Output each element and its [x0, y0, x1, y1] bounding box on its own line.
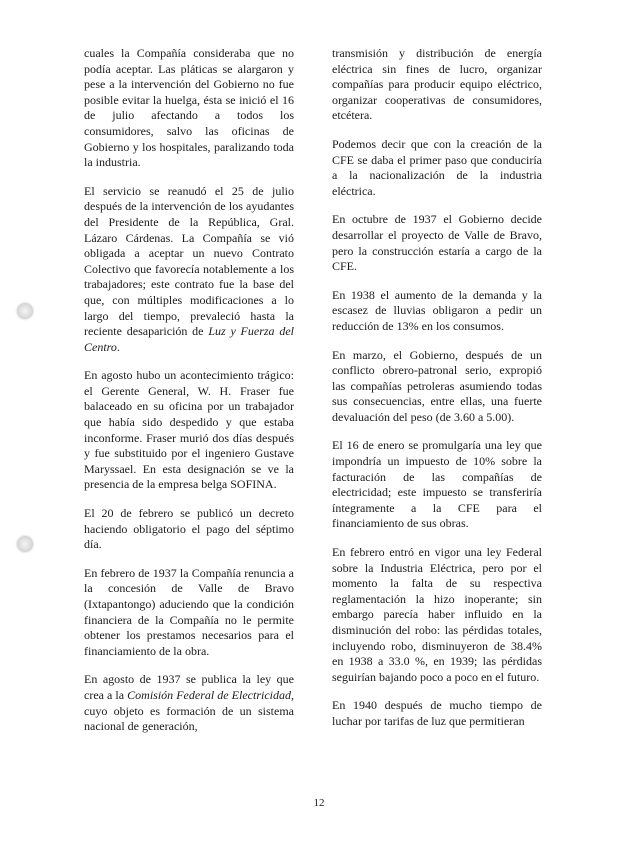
paragraph-text: El servicio se reanudó el 25 de julio después de la intervención de los ayudantes del Presidente de la República, Gral. Lázaro Cárdenas. La Compañía se vió obligada a aceptar un nuevo Contrato Colectivo que favorecía notablemente a los trabajadores; este contrato fue la base del que, con múltiples modificaciones a lo largo del tiempo, prevaleció hasta la reciente desaparición de [84, 183, 294, 339]
paragraph [84, 672, 294, 734]
punch-hole-bottom [17, 536, 33, 552]
paragraph: El 16 de enero se promulgaría una ley que impondría un impuesto de 10% sobre la facturación de las compañías de electricidad; este impuesto se transferiría íntegramente a la CFE para el financiamiento de sus obras. [332, 438, 542, 531]
right-column [332, 46, 542, 743]
punch-hole-top [17, 303, 33, 319]
left-column [84, 46, 294, 748]
paragraph: En febrero de 1937 la Compañía renuncia a la concesión de Valle de Bravo (Ixtapantongo) aduciendo que la condición financiera de la Compañía no le permite obtener los prestamos necesarios para el financiamiento de la obra. [84, 565, 294, 658]
paragraph: El 20 de febrero se publicó un decreto haciendo obligatorio el pago del séptimo día. [84, 506, 294, 552]
paragraph-text: . [116, 339, 120, 354]
paragraph: transmisión y distribución de energía eléctrica sin fines de lucro, organizar compañías para producir equipo eléctrico, organizar cooperativas de consumidores, etcétera. [332, 46, 542, 123]
paragraph: En febrero entró en vigor una ley Federal sobre la Industria Eléctrica, pero por el momento la falta de su respectiva reglamentación la hizo inoperante; sin embargo parecía haber influido en la disminución del robo: las pérdidas totales, incluyendo robo, disminuyeron de 38.4% en 1938 a 33.0 %, en 1939; las pérdidas seguirían bajando poco a poco en el futuro. [332, 545, 542, 684]
italic-title: Luz y Fuerza del Centro [84, 324, 295, 354]
paragraph: Podemos decir que con la creación de la CFE se daba el primer paso que conduciría a la nacionalización de la industria eléctrica. [332, 136, 542, 198]
paragraph: En marzo, el Gobierno, después de un conflicto obrero-patronal serio, expropió las compañías petroleras asumiendo todas sus consecuencias, entre ellas, una fuerte devaluación del peso (de 3.60 a 5.00). [332, 347, 542, 424]
paragraph-text: En agosto de 1937 se publica la ley que crea a la [84, 672, 294, 702]
paragraph: En 1938 el aumento de la demanda y la escasez de lluvias obligaron a pedir un reducción de 13% en los consumos. [332, 287, 542, 333]
paragraph [84, 184, 294, 356]
page-number: 12 [313, 797, 325, 809]
paragraph: En agosto hubo un acontecimiento trágico: el Gerente General, W. H. Fraser fue balaceado en su oficina por un trabajador que había sido despedido y que estaba inconforme. Fraser murió dos días después y fue substituido por el ingeniero Gustave Maryssael. En esta designación se ve la presencia de la empresa belga SOFINA. [84, 368, 294, 492]
paragraph: En octubre de 1937 el Gobierno decide desarrollar el proyecto de Valle de Bravo, pero la construcción estaría a cargo de la CFE. [332, 212, 542, 274]
paragraph: En 1940 después de mucho tiempo de luchar por tarifas de luz que permitieran [332, 698, 542, 728]
paragraph: cuales la Compañía consideraba que no podía aceptar. Las pláticas se alargaron y pese a la intervención del Gobierno no fue posible evitar la huelga, ésta se inició el 16 de julio afectando a todos los consumidores, salvo las oficinas de Gobierno y los hospitales, paralizando toda la industria. [84, 46, 294, 170]
italic-title: Comisión Federal de Electricidad [127, 687, 291, 702]
paragraph-text: , cuyo objeto es formación de un sistema nacional de generación, [84, 687, 294, 734]
